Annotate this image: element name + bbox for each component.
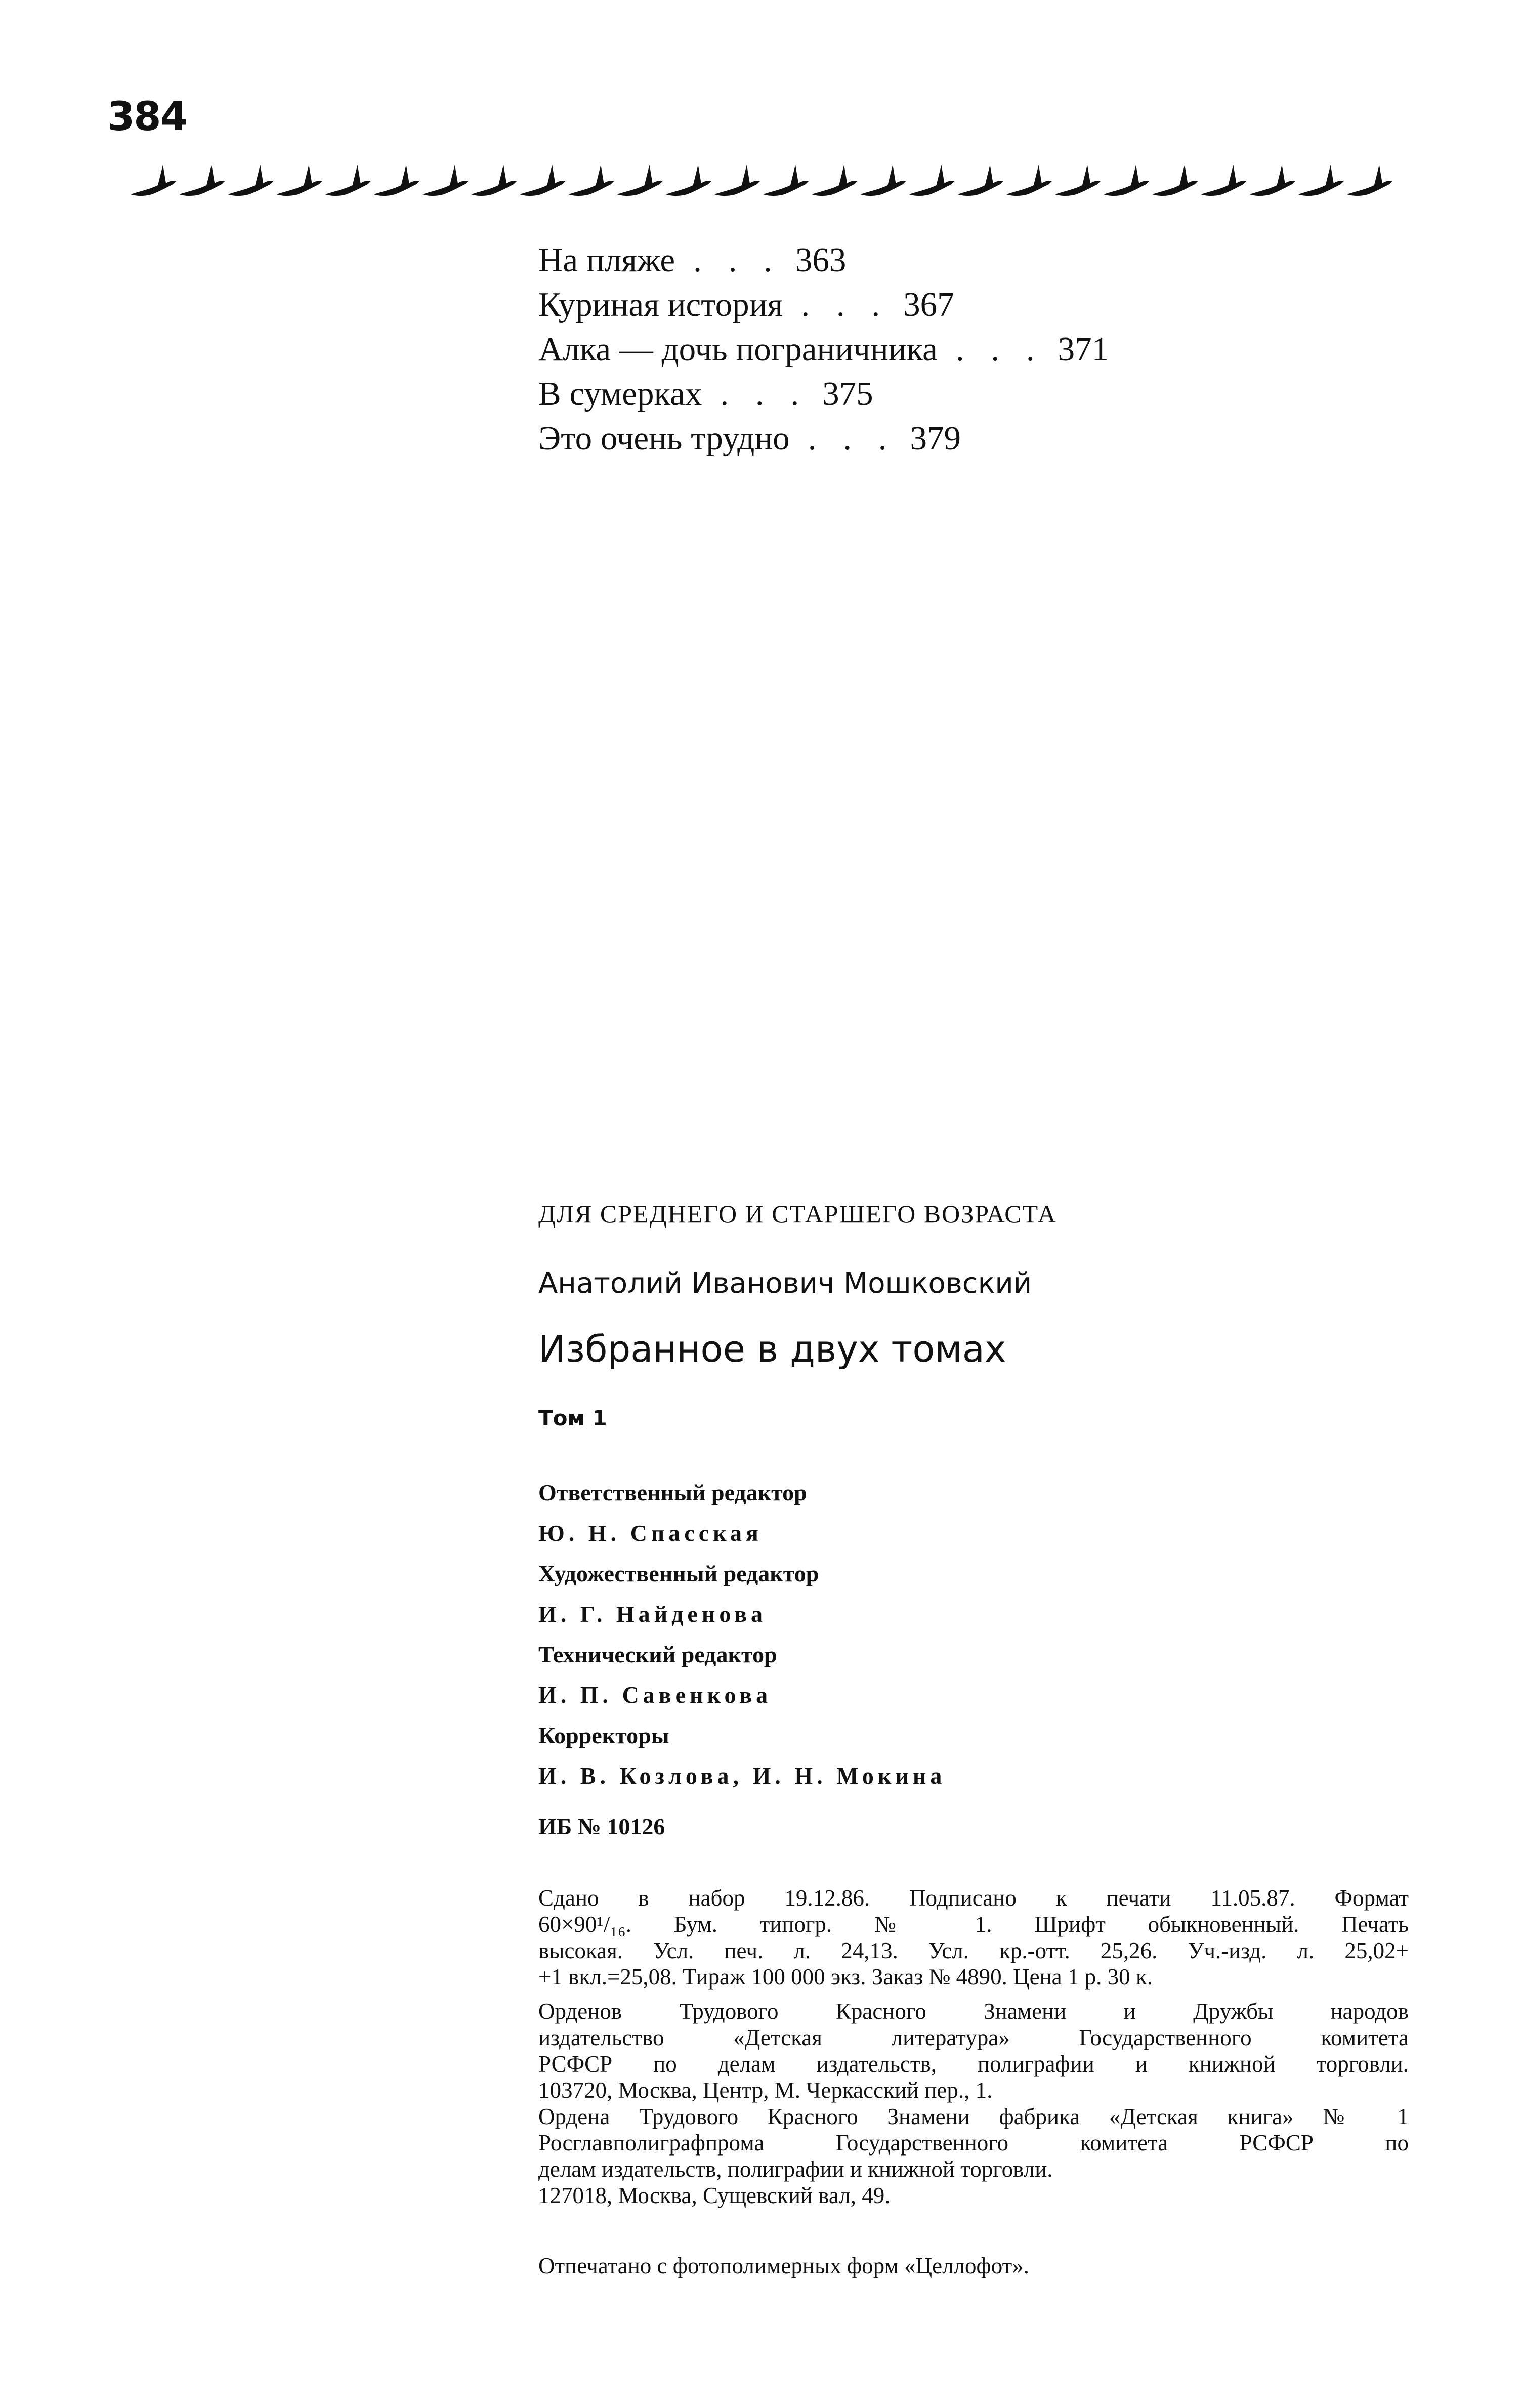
toc-entry	[538, 282, 1109, 327]
page-number: 384	[107, 94, 187, 140]
bird-ornament-icon	[617, 165, 663, 196]
bird-ornament-icon	[958, 165, 1003, 196]
toc-leader-dots: . . .	[808, 419, 896, 457]
toc-entry-page: 363	[795, 241, 847, 279]
bird-ornament-icon	[568, 165, 614, 196]
bird-ornament-icon	[276, 165, 322, 196]
printed-with-note: Отпечатано с фотополимерных форм «Целлофот».	[538, 2253, 1030, 2278]
bird-ornament-icon	[131, 165, 176, 196]
bird-ornament-icon	[1006, 165, 1052, 196]
toc-entry-title: В сумерках	[538, 375, 702, 412]
toc-entry-title: Это очень трудно	[538, 419, 790, 457]
bird-ornament-icon	[374, 165, 419, 196]
imprint-line: +1 вкл.=25,08. Тираж 100 000 экз. Заказ № 4890. Цена 1 р. 30 к.	[538, 1964, 1153, 1990]
toc-entry-page: 379	[910, 419, 961, 457]
bird-ornament-icon	[520, 165, 565, 196]
imprint-line: Сдано в набор 19.12.86. Подписано к печати 11.05.87. Формат	[538, 1885, 1409, 1911]
printer-line: Ордена Трудового Красного Знамени фабрика «Детская книга» № 1	[538, 2104, 1409, 2129]
toc-entry	[538, 416, 1109, 460]
bird-ornament-icon	[1055, 165, 1101, 196]
bird-ornament-icon	[471, 165, 517, 196]
table-of-contents	[538, 238, 1109, 460]
publisher-line: РСФСР по делам издательств, полиграфии и книжной торговли.	[538, 2051, 1409, 2077]
toc-entry	[538, 238, 1109, 282]
toc-leader-dots: . . .	[720, 375, 809, 412]
publisher-line: Орденов Трудового Красного Знамени и Дружбы народов	[538, 1999, 1409, 2024]
author-name: Анатолий Иванович Мошковский	[538, 1267, 1032, 1300]
credit-name: И. П. Савенкова	[538, 1682, 772, 1708]
credit-name: Ю. Н. Спасская	[538, 1520, 763, 1546]
toc-entry-page: 375	[822, 375, 873, 412]
credit-name: И. В. Козлова, И. Н. Мокина	[538, 1763, 946, 1789]
bird-ornament-icon	[1347, 165, 1392, 196]
toc-leader-dots: . . .	[693, 241, 781, 279]
toc-entry	[538, 327, 1109, 371]
imprint-line: 60×90¹/₁₆. Бум. типогр. № 1. Шрифт обыкновенный. Печать	[538, 1912, 1409, 1937]
bird-ornament-icon	[325, 165, 371, 196]
printer-line: делам издательств, полиграфии и книжной торговли.	[538, 2157, 1053, 2182]
publisher-line: издательство «Детская литература» Государственного комитета	[538, 2025, 1409, 2050]
bird-ornament-icon	[763, 165, 809, 196]
ib-number: ИБ № 10126	[538, 1813, 665, 1839]
bird-ornament-icon	[422, 165, 468, 196]
bird-ornament-icon	[909, 165, 954, 196]
toc-leader-dots: . . .	[955, 330, 1044, 368]
bird-ornament-border	[128, 161, 1392, 201]
bird-ornament-icon	[714, 165, 760, 196]
printer-line: Росглавполиграфпрома Государственного комитета РСФСР по	[538, 2130, 1409, 2156]
bird-ornament-icon	[860, 165, 906, 196]
credit-role: Ответственный редактор	[538, 1480, 807, 1505]
publisher-line: 103720, Москва, Центр, М. Черкасский пер., 1.	[538, 2078, 993, 2103]
toc-entry-page: 371	[1058, 330, 1109, 368]
bird-ornament-icon	[666, 165, 711, 196]
credit-role: Художественный редактор	[538, 1560, 819, 1586]
book-title: Избранное в двух томах	[538, 1328, 1006, 1370]
printer-line: 127018, Москва, Сущевский вал, 49.	[538, 2183, 891, 2208]
toc-entry-title: Куриная история	[538, 286, 783, 323]
bird-ornament-icon	[1152, 165, 1198, 196]
toc-entry-page: 367	[903, 286, 954, 323]
credit-name: И. Г. Найденова	[538, 1601, 767, 1627]
bird-ornament-icon	[1298, 165, 1344, 196]
bird-ornament-icon	[812, 165, 857, 196]
imprint-block	[538, 1885, 1409, 2209]
imprint-line: высокая. Усл. печ. л. 24,13. Усл. кр.-отт. 25,26. Уч.-изд. л. 25,02+	[538, 1938, 1409, 1963]
bird-ornament-icon	[179, 165, 225, 196]
audience-label: ДЛЯ СРЕДНЕГО И СТАРШЕГО ВОЗРАСТА	[538, 1200, 1057, 1228]
credit-role: Технический редактор	[538, 1641, 777, 1667]
bird-ornament-icon	[1250, 165, 1295, 196]
toc-entry	[538, 371, 1109, 416]
toc-entry-title: Алка — дочь пограничника	[538, 330, 938, 368]
volume-label: Том 1	[538, 1406, 607, 1430]
toc-entry-title: На пляже	[538, 241, 675, 279]
bird-ornament-icon	[228, 165, 273, 196]
toc-leader-dots: . . .	[801, 286, 890, 323]
credit-role: Корректоры	[538, 1722, 669, 1748]
credits-list	[538, 1472, 946, 1796]
bird-ornament-icon	[1201, 165, 1246, 196]
bird-ornament-icon	[1104, 165, 1149, 196]
